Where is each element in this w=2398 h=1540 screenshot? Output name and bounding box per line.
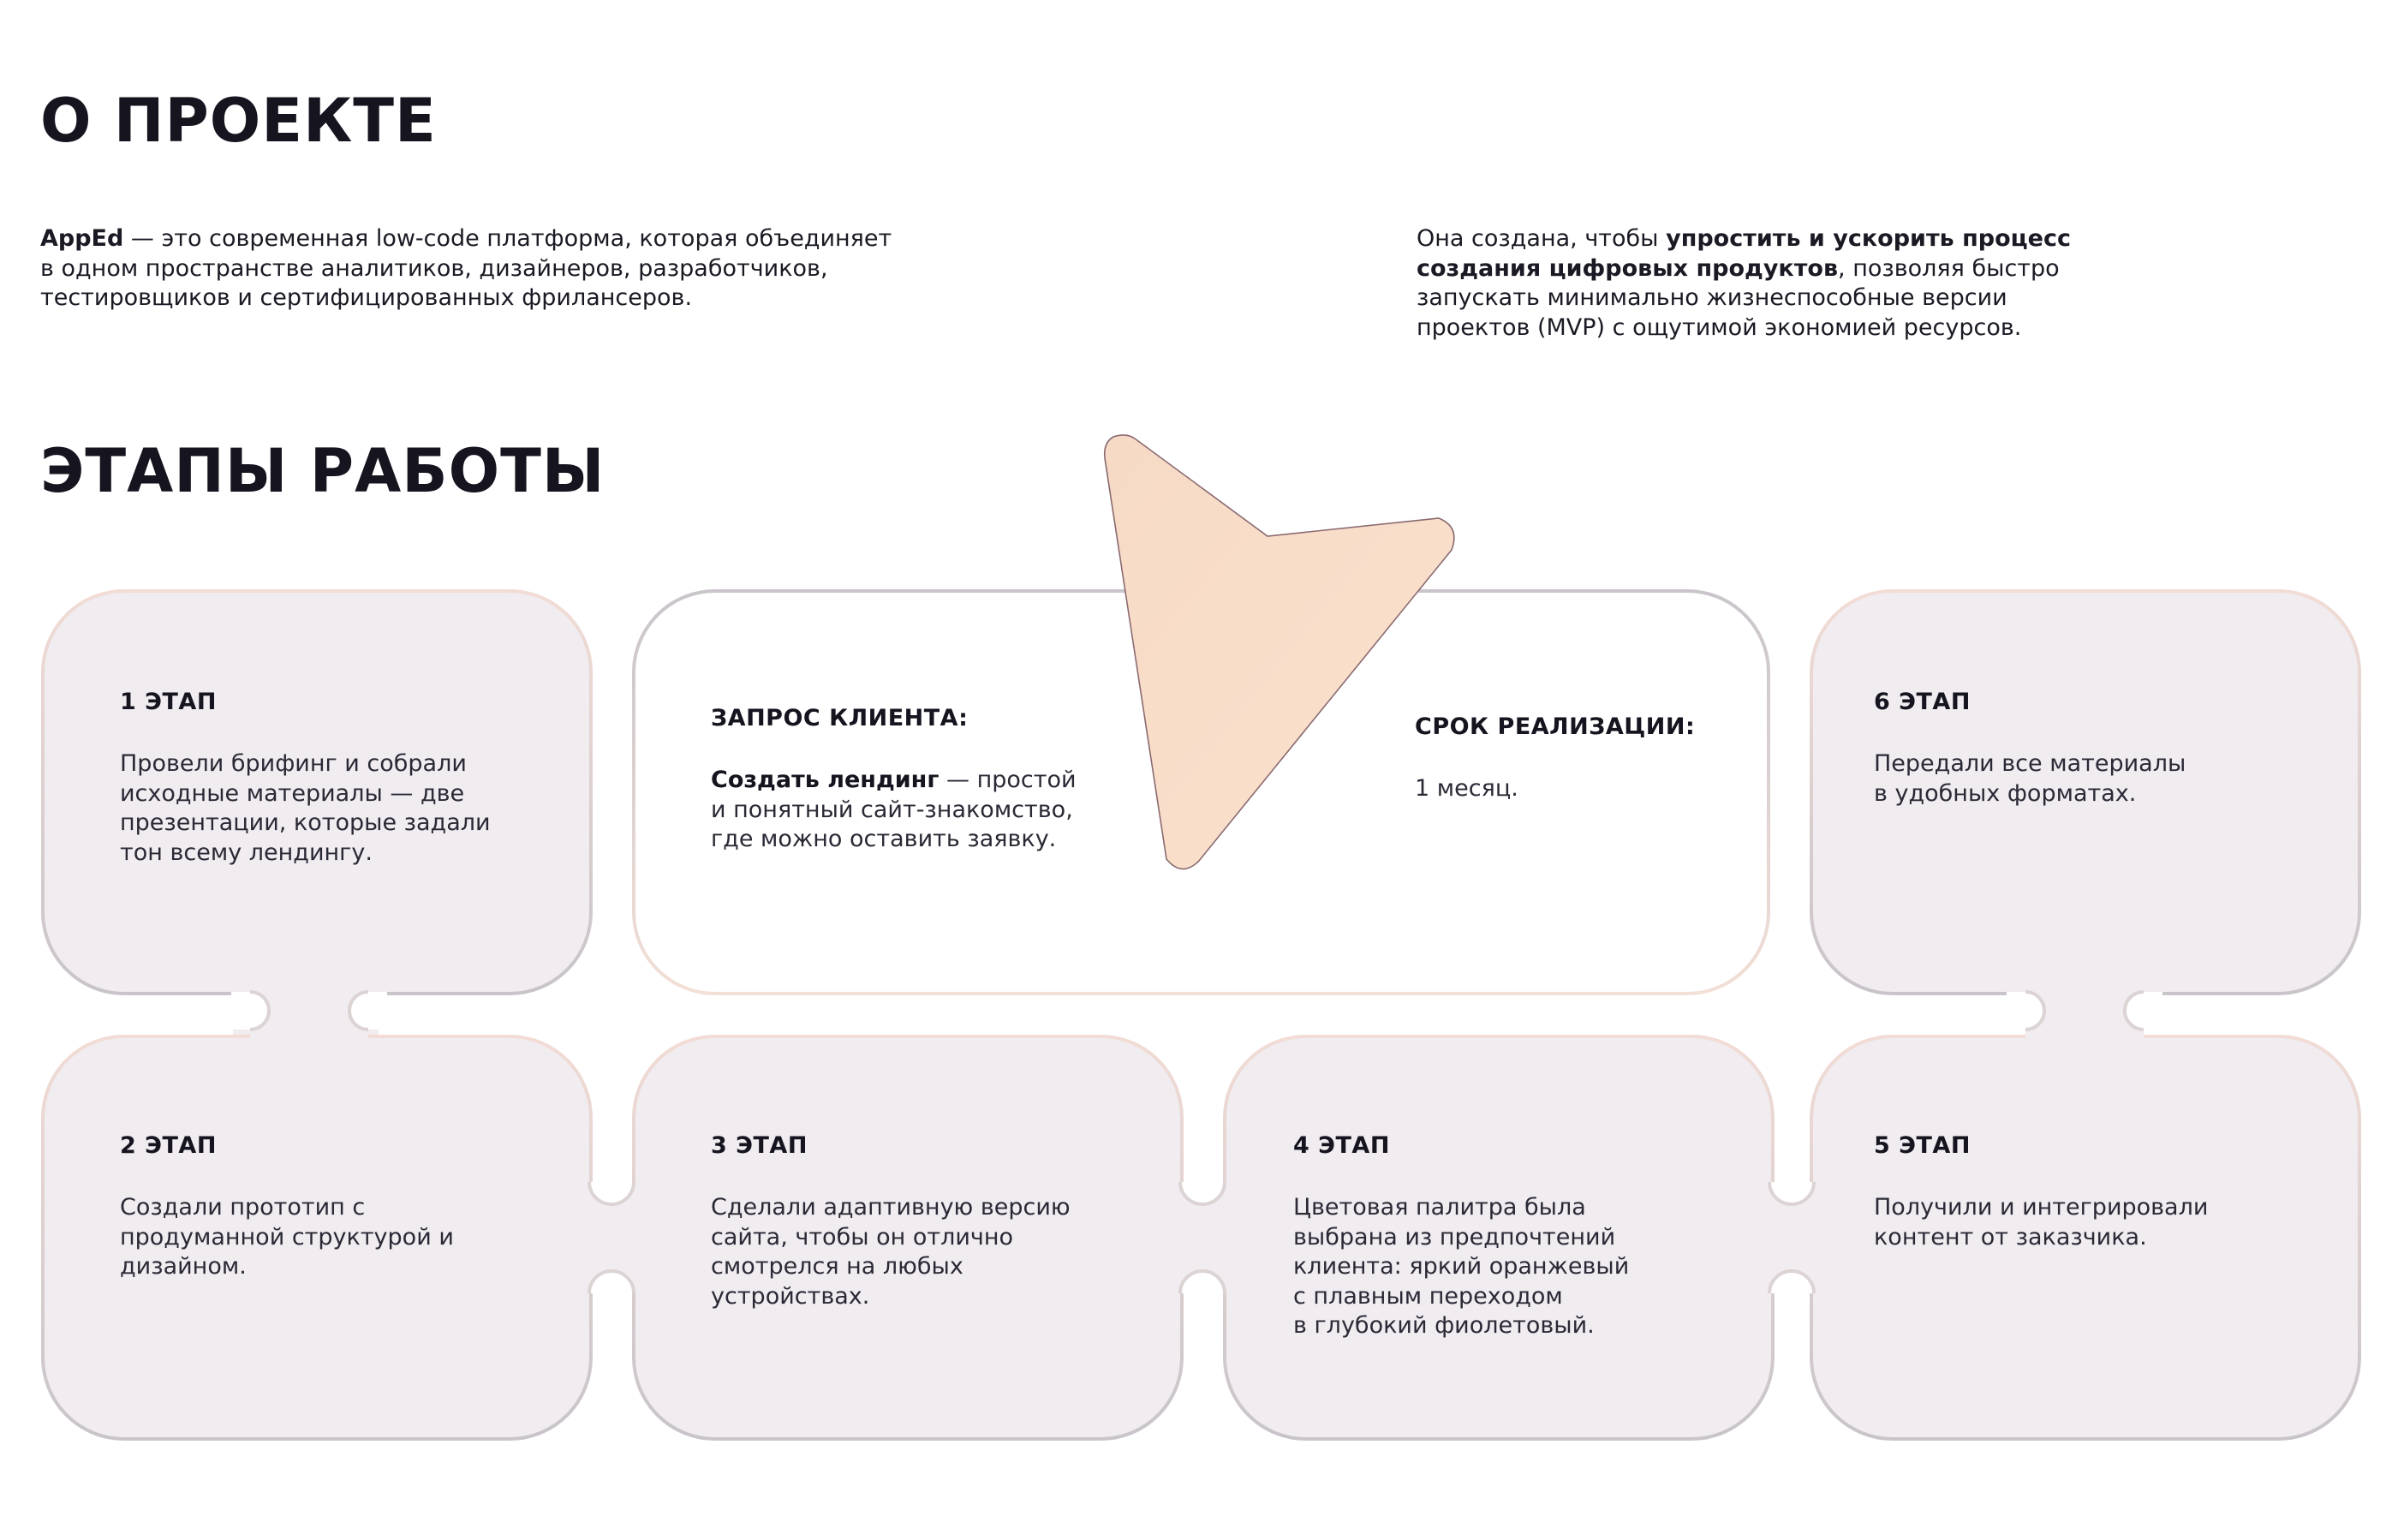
stage-6-title: 6 ЭТАП <box>1874 689 1971 715</box>
connector-4-5 <box>1769 1182 1816 1293</box>
connector-2-3 <box>587 1182 638 1293</box>
deadline-title: СРОК РЕАЛИЗАЦИИ: <box>1415 713 1696 740</box>
stage-2 <box>120 1131 454 1282</box>
stage-6 <box>1874 688 2186 809</box>
stage-1-title: 1 ЭТАП <box>120 689 217 715</box>
stage-4-title: 4 ЭТАП <box>1293 1132 1390 1159</box>
connector-1-2 <box>231 989 387 1041</box>
stage-3-title: 3 ЭТАП <box>711 1132 808 1159</box>
stage-5-desc: Получили и интегрировали контент от заказчика. <box>1874 1194 2209 1251</box>
stage-5-title: 5 ЭТАП <box>1874 1132 1971 1159</box>
about-left-text: AppEd — это современная low-code платформа, которая объединяет в одном пространстве аналитиков, дизайнеров, разработчиков, тестировщиков и сертифицированных фрилансеров. <box>40 225 892 311</box>
connector-6-5 <box>2007 989 2162 1041</box>
deadline <box>1415 713 1695 804</box>
stage-6-desc: Передали все материалы в удобных форматах. <box>1874 750 2186 807</box>
request-title: ЗАПРОС КЛИЕНТА: <box>711 705 969 731</box>
stage-3-desc: Сделали адаптивную версию сайта, чтобы он отлично смотрелся на любых устройствах. <box>711 1194 1071 1310</box>
stage-4 <box>1293 1131 1629 1341</box>
connector-3-4 <box>1178 1182 1229 1293</box>
stage-2-title: 2 ЭТАП <box>120 1132 217 1159</box>
brand-name: AppEd <box>40 225 124 252</box>
request-desc: Создать лендинг — простой и понятный сайт-знакомство, где можно оставить заявку. <box>711 767 1077 852</box>
deadline-value: 1 месяц. <box>1415 775 1518 802</box>
stage-2-desc: Создали прототип с продуманной структурой и дизайном. <box>120 1194 454 1280</box>
stage-5 <box>1874 1131 2208 1252</box>
stage-1 <box>120 688 491 868</box>
about-title: О ПРОЕКТЕ <box>40 86 437 156</box>
stages-title: ЭТАПЫ РАБОТЫ <box>40 436 605 506</box>
stage-3 <box>711 1131 1071 1311</box>
about-right-text: Она создана, чтобы упростить и ускорить процесс создания цифровых продуктов, позволяя быстро запускать минимально жизнеспособные версии проектов (MVP) с ощутимой экономией ресурсов. <box>1417 225 2071 341</box>
stage-4-desc: Цветовая палитра была выбрана из предпочтений клиента: яркий оранжевый с плавным переходом в глубокий фиолетовый. <box>1293 1194 1630 1339</box>
stage-1-desc: Провели брифинг и собрали исходные материалы — две презентации, которые задали тон всему лендингу. <box>120 750 491 866</box>
request <box>711 704 1077 855</box>
